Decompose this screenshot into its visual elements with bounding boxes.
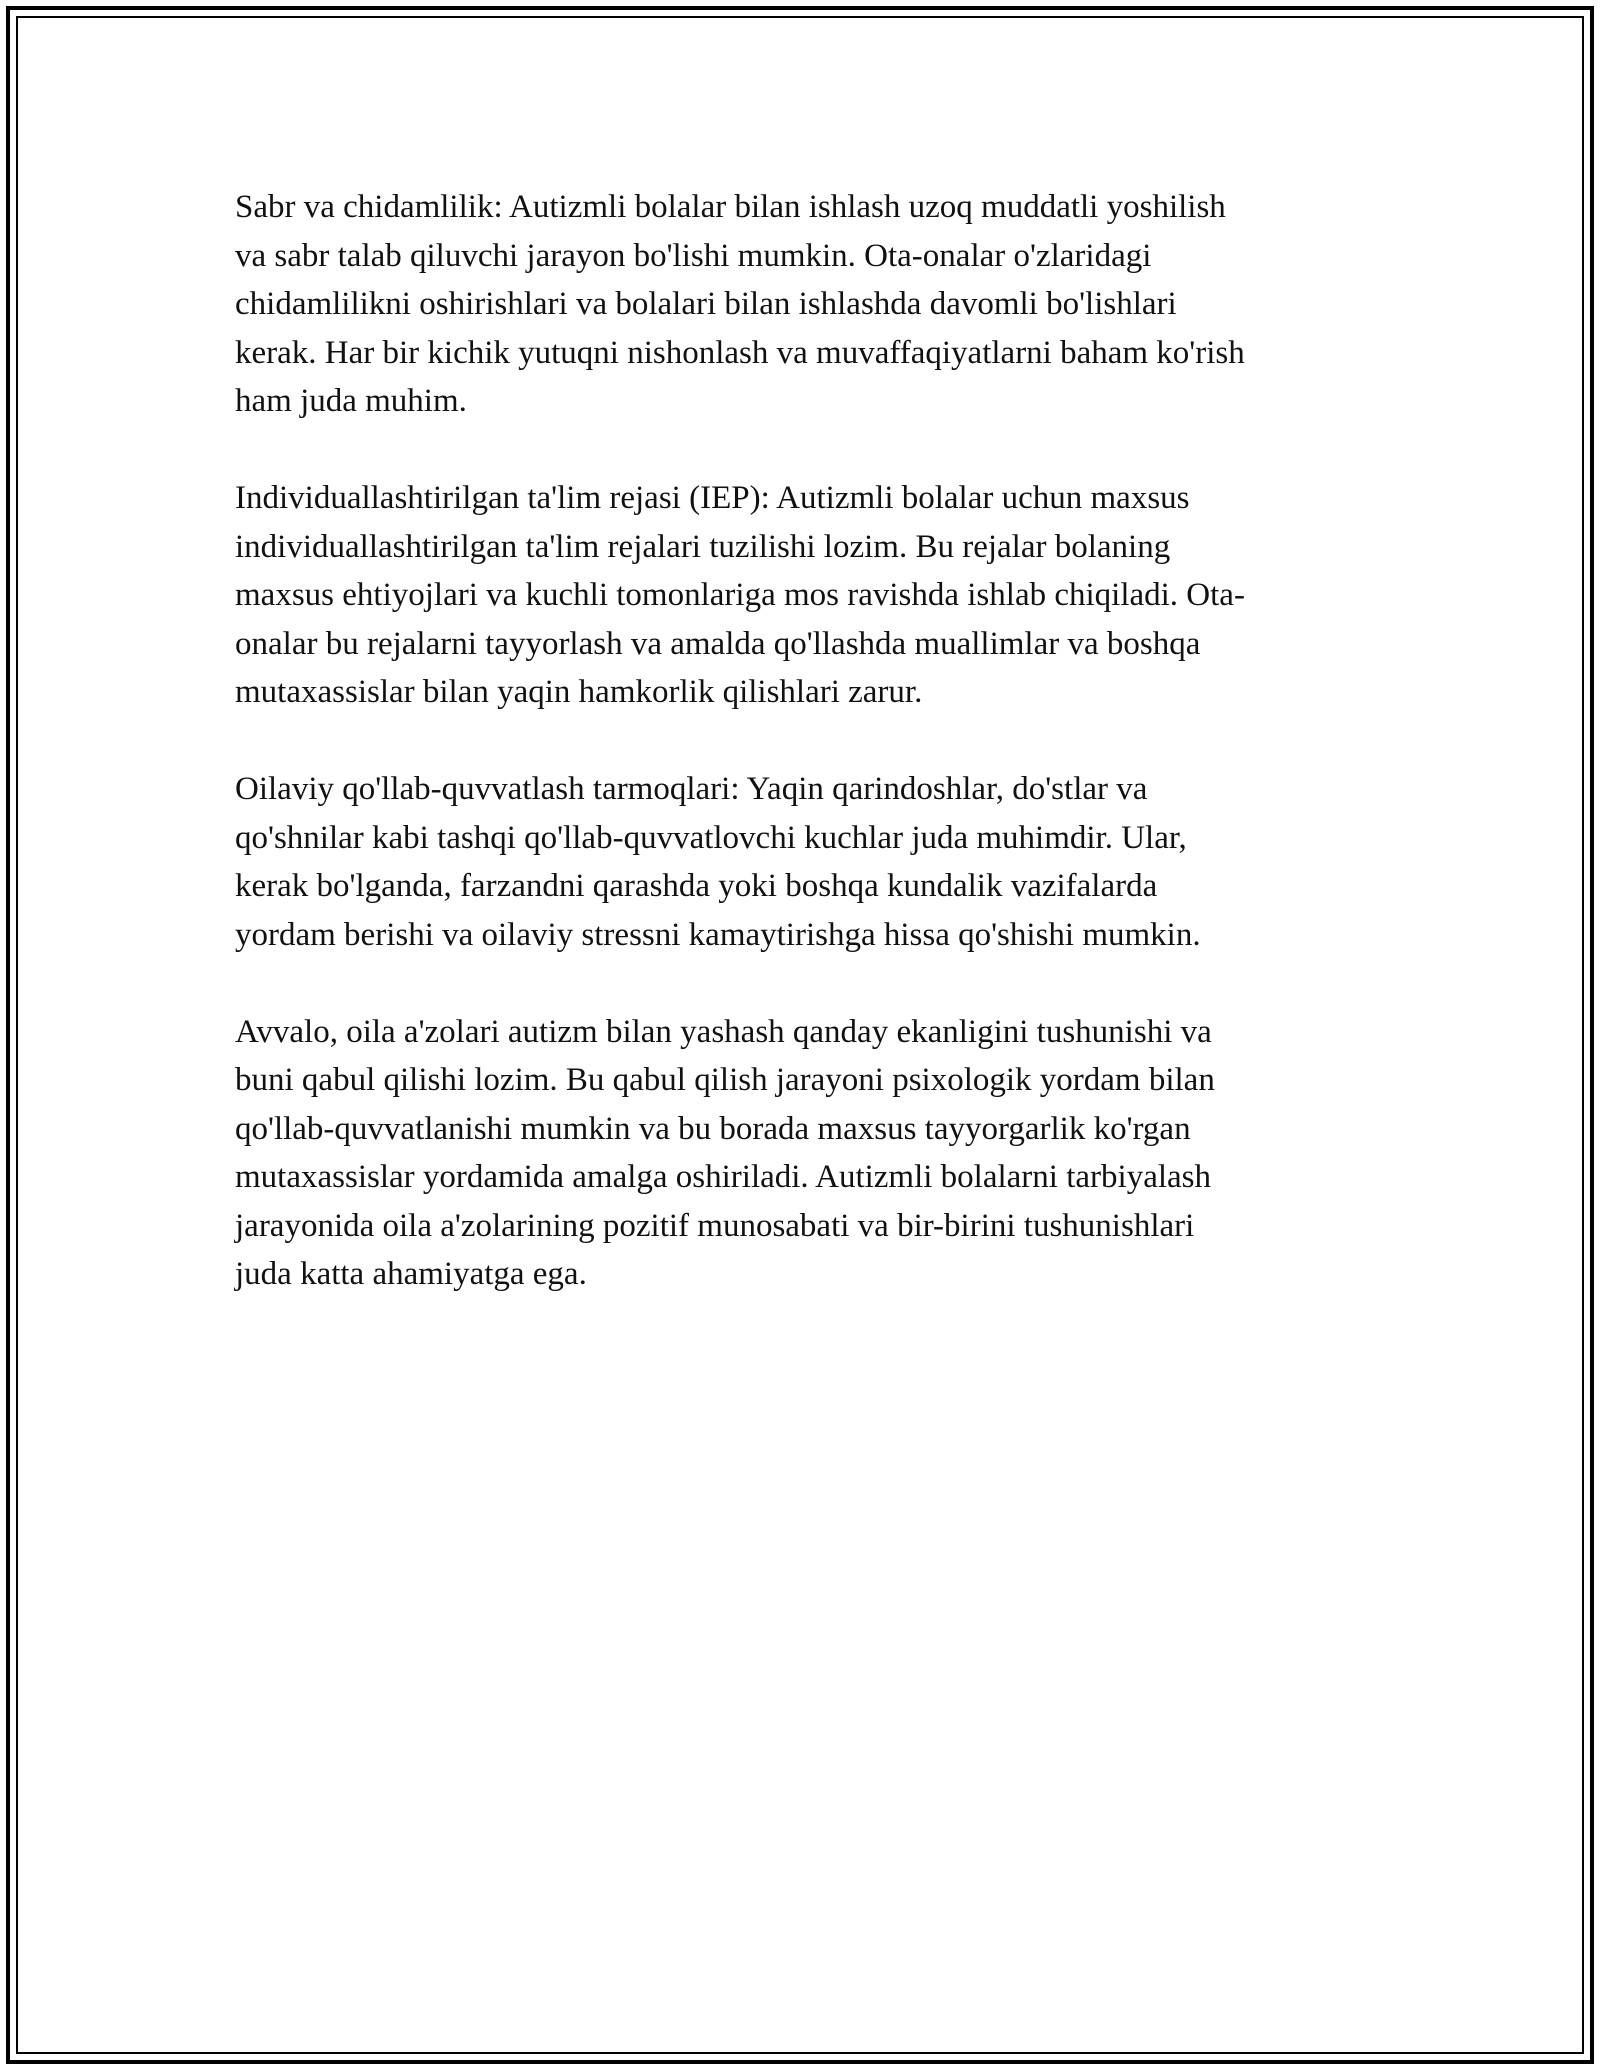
- text-line: va sabr talab qiluvchi jarayon bo'lishi mumkin. Ota-onalar o'zlaridagi: [235, 237, 1152, 274]
- text-line: kerak. Har bir kichik yutuqni nishonlash va muvaffaqiyatlarni baham ko'rish: [235, 334, 1245, 371]
- text-line: yordam berishi va oilaviy stressni kamaytirishga hissa qo'shishi mumkin.: [235, 916, 1201, 953]
- text-line: ham juda muhim.: [235, 383, 467, 419]
- text-line: qo'shnilar kabi tashqi qo'llab-quvvatlovchi kuchlar juda muhimdir. Ular,: [235, 819, 1187, 856]
- text-line: chidamlilikni oshirishlari va bolalari bilan ishlashda davomli bo'lishlari: [235, 286, 1177, 322]
- text-line: maxsus ehtiyojlari va kuchli tomonlariga mos ravishda ishlab chiqiladi. Ota-: [235, 577, 1245, 613]
- text-line: individuallashtirilgan ta'lim rejalari tuzilishi lozim. Bu rejalar bolaning: [235, 528, 1171, 565]
- text-line: mutaxassislar yordamida amalga oshiriladi. Autizmli bolalarni tarbiyalash: [235, 1159, 1211, 1195]
- paragraph-patience: [235, 183, 1395, 426]
- text-line: Individuallashtirilgan ta'lim rejasi (IEP): Autizmli bolalar uchun maxsus: [235, 480, 1190, 516]
- text-line: Avvalo, oila a'zolari autizm bilan yashash qanday ekanligini tushunishi va: [235, 1013, 1212, 1050]
- paragraph-iep: [235, 474, 1395, 717]
- paragraph-acceptance: [235, 1008, 1395, 1299]
- document-body: [235, 183, 1395, 1347]
- text-line: onalar bu rejalarni tayyorlash va amalda qo'llashda muallimlar va boshqa: [235, 625, 1201, 662]
- text-line: Sabr va chidamlilik: Autizmli bolalar bilan ishlash uzoq muddatli yoshilish: [235, 189, 1226, 225]
- text-line: mutaxassislar bilan yaqin hamkorlik qilishlari zarur.: [235, 674, 923, 710]
- text-line: Oilaviy qo'llab-quvvatlash tarmoqlari: Yaqin qarindoshlar, do'stlar va: [235, 771, 1148, 807]
- text-line: qo'llab-quvvatlanishi mumkin va bu borada maxsus tayyorgarlik ko'rgan: [235, 1110, 1191, 1147]
- text-line: buni qabul qilishi lozim. Bu qabul qilish jarayoni psixologik yordam bilan: [235, 1062, 1215, 1098]
- paragraph-family-support: [235, 765, 1395, 959]
- text-line: kerak bo'lganda, farzandni qarashda yoki boshqa kundalik vazifalarda: [235, 868, 1158, 904]
- text-line: jarayonida oila a'zolarining pozitif munosabati va bir-birini tushunishlari: [235, 1207, 1195, 1244]
- text-line: juda katta ahamiyatga ega.: [235, 1256, 587, 1292]
